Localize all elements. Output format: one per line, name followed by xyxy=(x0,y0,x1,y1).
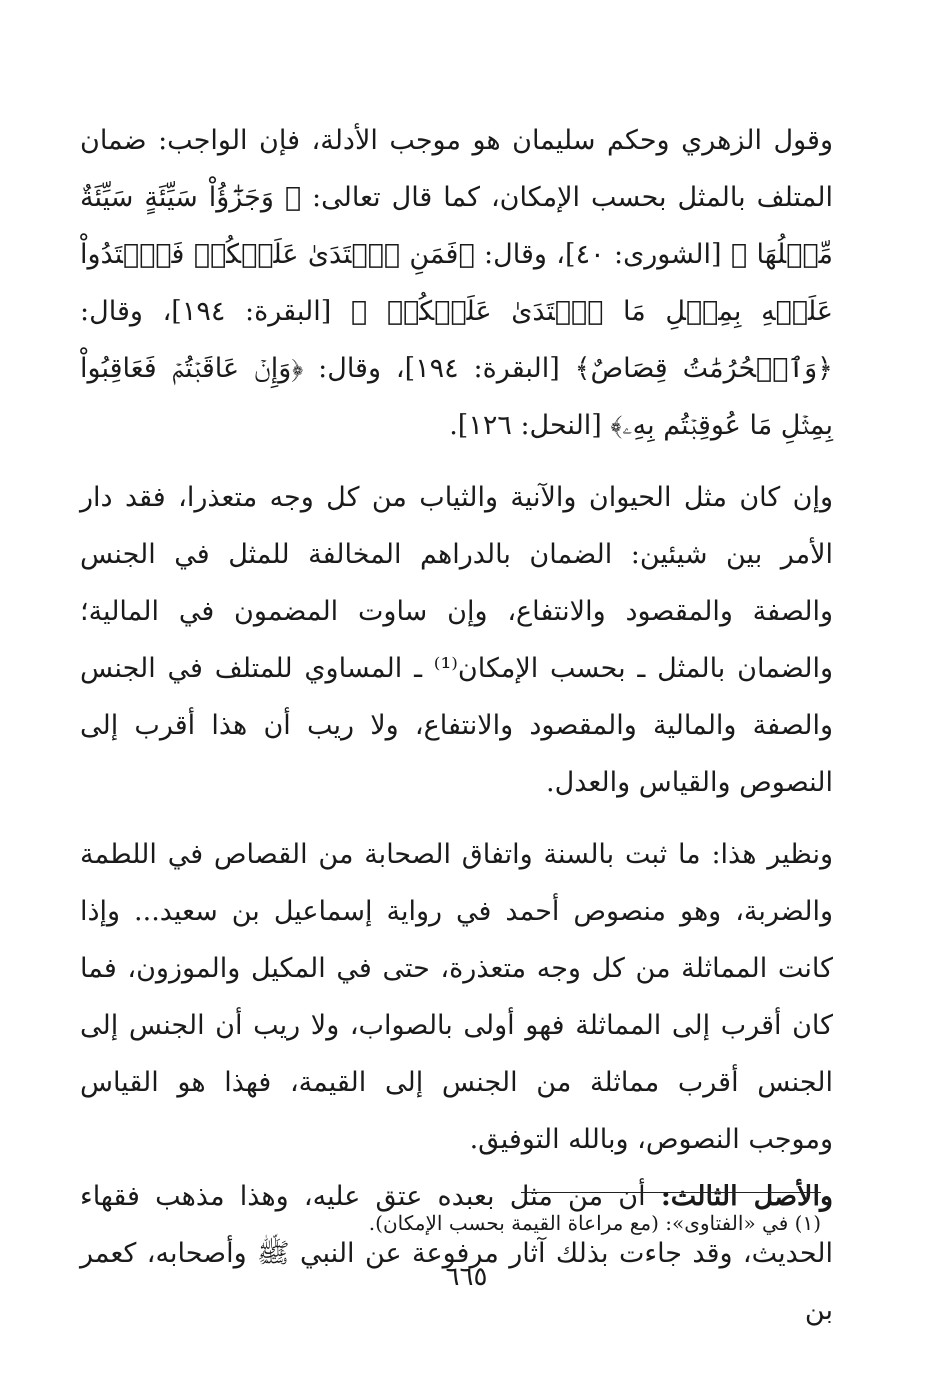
page-number: ٦٦٥ xyxy=(445,1262,488,1292)
principle-heading: والأصل الثالث: xyxy=(660,1181,833,1212)
paragraph-1: وقول الزهري وحكم سليمان هو موجب الأدلة، فإن الواجب: ضمان المتلف بالمثل بحسب الإمكان، كما قال تعالى: ﴿ وَجَزَٰٓؤُاْ سَيِّئَةٍ سَيِّئَةٌ مِّثۡلُهَا ﴾ [الشورى: ٤٠]، وقال: ﴿فَمَنِ ٱعۡتَدَىٰ عَلَيۡكُمۡ فَٱعۡتَدُواْ عَلَيۡهِ بِمِثۡلِ مَا ٱعۡتَدَىٰ عَلَيۡكُمۡ ﴾ [البقرة: ١٩٤]، وقال: ﴿وَٱلۡحُرُمَٰتُ قِصَاصٌ﴾ [البقرة: ١٩٤]، وقال: ﴿وَإِنۡ عَاقَبۡتُمۡ فَعَاقِبُواْ بِمِثۡلِ مَا عُوقِبۡتُم بِهِۦ﴾ [النحل: ١٢٦]. xyxy=(80,125,833,441)
footnote: (١) في «الفتاوى»: (مع مراعاة القيمة بحسب الإمكان). xyxy=(368,1211,821,1235)
footnote-divider xyxy=(521,1192,821,1193)
paragraph-3: ونظير هذا: ما ثبت بالسنة واتفاق الصحابة من القصاص في اللطمة والضربة، وهو منصوص أحمد في رواية إسماعيل بن سعيد... وإذا كانت المماثلة من كل وجه متعذرة، حتى في المكيل والموزون، فما كان أقرب إلى المماثلة فهو أولى بالصواب، ولا ريب أن الجنس إلى الجنس أقرب مماثلة من الجنس إلى القيمة، فهذا هو القياس وموجب النصوص، وبالله التوفيق. xyxy=(80,839,833,1155)
principle-text: أن من مثل بعبده عتق عليه، وهذا مذهب فقهاء الحديث، وقد جاءت بذلك آثار مرفوعة عن النبي ﷺ وأصحابه، كعمر بن xyxy=(80,1181,833,1326)
paragraph-4 xyxy=(80,1168,833,1339)
paragraph-2: وإن كان مثل الحيوان والآنية والثياب من كل وجه متعذرا، فقد دار الأمر بين شيئين: الضمان بالدراهم المخالفة للمثل في الجنس والصفة والمقصود والانتفاع، وإن ساوت المضمون في المالية؛ والضمان بالمثل ـ بحسب الإمكان⁽¹⁾ ـ المساوي للمتلف في الجنس والصفة والمالية والمقصود والانتفاع، ولا ريب أن هذا أقرب إلى النصوص والقياس والعدل. xyxy=(80,482,833,798)
main-text xyxy=(80,112,833,1339)
